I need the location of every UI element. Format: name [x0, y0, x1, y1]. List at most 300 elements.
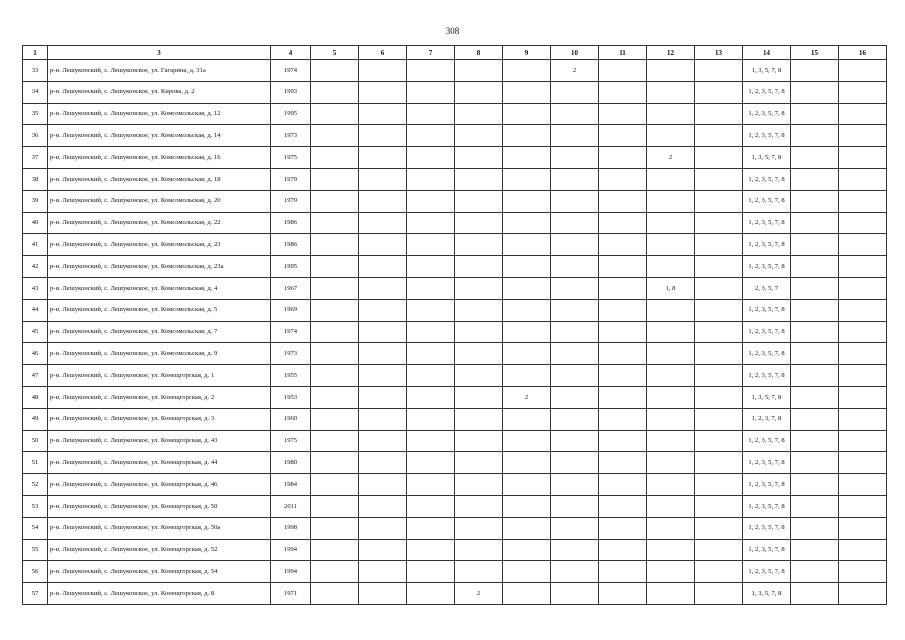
- cell-col-7: [407, 343, 455, 365]
- cell-col-6: [359, 190, 407, 212]
- cell-col-6: [359, 168, 407, 190]
- table-row: [23, 495, 887, 517]
- cell-col-11: [599, 561, 647, 583]
- cell-col-4: 1975: [271, 147, 311, 169]
- cell-col-5: [311, 452, 359, 474]
- cell-col-6: [359, 408, 407, 430]
- cell-col-5: [311, 299, 359, 321]
- cell-col-16: [839, 190, 887, 212]
- table-row: [23, 321, 887, 343]
- cell-col-7: [407, 103, 455, 125]
- cell-col-14: 1, 3, 5, 7, 8: [743, 60, 791, 82]
- cell-col-3: р-н. Лешуконский, с. Лешуконское, ул. Комсомольская, д. 4: [48, 277, 271, 299]
- cell-col-5: [311, 365, 359, 387]
- cell-col-3: р-н. Лешуконский, с. Лешуконское, ул. Конещгорская, д. 50: [48, 495, 271, 517]
- cell-col-3: р-н. Лешуконский, с. Лешуконское, ул. Конещгорская, д. 1: [48, 365, 271, 387]
- cell-col-1: 46: [23, 343, 48, 365]
- table-row: [23, 430, 887, 452]
- cell-col-14: 1, 2, 3, 5, 7, 8: [743, 125, 791, 147]
- cell-col-15: [791, 430, 839, 452]
- cell-col-4: 1955: [271, 365, 311, 387]
- cell-col-11: [599, 190, 647, 212]
- cell-col-7: [407, 147, 455, 169]
- cell-col-12: [647, 168, 695, 190]
- cell-col-3: р-н. Лешуконский, с. Лешуконское, ул. Комсомольская, д. 12: [48, 103, 271, 125]
- cell-col-3: р-н. Лешуконский, с. Лешуконское, ул. Комсомольская, д. 14: [48, 125, 271, 147]
- cell-col-11: [599, 495, 647, 517]
- cell-col-14: 1, 3, 5, 7, 8: [743, 583, 791, 605]
- column-header-16: 16: [839, 46, 887, 60]
- cell-col-6: [359, 561, 407, 583]
- cell-col-9: [503, 343, 551, 365]
- cell-col-12: [647, 365, 695, 387]
- cell-col-10: [551, 299, 599, 321]
- cell-col-3: р-н. Лешуконский, с. Лешуконское, ул. Комсомольская, д. 23: [48, 234, 271, 256]
- cell-col-6: [359, 495, 407, 517]
- cell-col-8: 2: [455, 583, 503, 605]
- cell-col-4: 1953: [271, 386, 311, 408]
- cell-col-16: [839, 277, 887, 299]
- cell-col-7: [407, 299, 455, 321]
- cell-col-3: р-н. Лешуконский, с. Лешуконское, ул. Комсомольская, д. 7: [48, 321, 271, 343]
- cell-col-11: [599, 343, 647, 365]
- cell-col-11: [599, 147, 647, 169]
- cell-col-4: 1995: [271, 256, 311, 278]
- cell-col-14: 1, 2, 3, 5, 7, 8: [743, 539, 791, 561]
- cell-col-9: [503, 125, 551, 147]
- cell-col-16: [839, 539, 887, 561]
- cell-col-13: [695, 561, 743, 583]
- cell-col-3: р-н. Лешуконский, с. Лешуконское, ул. Конещгорская, д. 44: [48, 452, 271, 474]
- cell-col-11: [599, 452, 647, 474]
- cell-col-8: [455, 343, 503, 365]
- cell-col-9: [503, 190, 551, 212]
- cell-col-9: [503, 474, 551, 496]
- cell-col-7: [407, 430, 455, 452]
- cell-col-9: [503, 168, 551, 190]
- cell-col-1: 40: [23, 212, 48, 234]
- cell-col-14: 1, 2, 3, 5, 7, 8: [743, 343, 791, 365]
- cell-col-11: [599, 234, 647, 256]
- cell-col-11: [599, 60, 647, 82]
- cell-col-6: [359, 539, 407, 561]
- cell-col-15: [791, 517, 839, 539]
- cell-col-9: [503, 234, 551, 256]
- cell-col-16: [839, 430, 887, 452]
- cell-col-10: [551, 386, 599, 408]
- cell-col-4: 1974: [271, 60, 311, 82]
- cell-col-5: [311, 168, 359, 190]
- cell-col-12: [647, 212, 695, 234]
- cell-col-3: р-н. Лешуконский, с. Лешуконское, ул. Комсомольская, д. 9: [48, 343, 271, 365]
- cell-col-1: 49: [23, 408, 48, 430]
- cell-col-10: [551, 408, 599, 430]
- cell-col-10: [551, 212, 599, 234]
- cell-col-6: [359, 299, 407, 321]
- cell-col-13: [695, 452, 743, 474]
- cell-col-11: [599, 103, 647, 125]
- cell-col-13: [695, 147, 743, 169]
- cell-col-16: [839, 408, 887, 430]
- column-header-7: 7: [407, 46, 455, 60]
- cell-col-11: [599, 277, 647, 299]
- table-row: [23, 365, 887, 387]
- cell-col-12: [647, 81, 695, 103]
- cell-col-8: [455, 277, 503, 299]
- cell-col-3: р-н. Лешуконский, с. Лешуконское, ул. Конещгорская, д. 8: [48, 583, 271, 605]
- cell-col-15: [791, 212, 839, 234]
- table-row: [23, 517, 887, 539]
- cell-col-3: р-н. Лешуконский, с. Лешуконское, ул. Комсомольская, д. 20: [48, 190, 271, 212]
- table-row: [23, 474, 887, 496]
- cell-col-14: 1, 2, 3, 5, 7, 8: [743, 168, 791, 190]
- cell-col-11: [599, 81, 647, 103]
- cell-col-16: [839, 583, 887, 605]
- cell-col-15: [791, 60, 839, 82]
- table-row: [23, 60, 887, 82]
- buildings-table: [22, 45, 887, 605]
- cell-col-8: [455, 386, 503, 408]
- cell-col-5: [311, 408, 359, 430]
- table-header-row: [23, 46, 887, 60]
- cell-col-8: [455, 561, 503, 583]
- cell-col-15: [791, 103, 839, 125]
- column-header-6: 6: [359, 46, 407, 60]
- cell-col-1: 47: [23, 365, 48, 387]
- cell-col-10: [551, 539, 599, 561]
- cell-col-11: [599, 408, 647, 430]
- cell-col-5: [311, 517, 359, 539]
- cell-col-7: [407, 256, 455, 278]
- cell-col-12: [647, 452, 695, 474]
- cell-col-6: [359, 474, 407, 496]
- cell-col-1: 57: [23, 583, 48, 605]
- cell-col-3: р-н. Лешуконский, с. Лешуконское, ул. Комсомольская, д. 18: [48, 168, 271, 190]
- cell-col-14: 1, 2, 3, 5, 7, 8: [743, 365, 791, 387]
- cell-col-16: [839, 299, 887, 321]
- cell-col-16: [839, 147, 887, 169]
- cell-col-5: [311, 495, 359, 517]
- cell-col-9: [503, 81, 551, 103]
- cell-col-9: [503, 277, 551, 299]
- cell-col-14: 1, 2, 3, 5, 7, 8: [743, 212, 791, 234]
- cell-col-16: [839, 517, 887, 539]
- cell-col-3: р-н. Лешуконский, с. Лешуконское, ул. Конещгорская, д. 43: [48, 430, 271, 452]
- cell-col-3: р-н. Лешуконский, с. Лешуконское, ул. Комсомольская, д. 5: [48, 299, 271, 321]
- cell-col-12: [647, 495, 695, 517]
- cell-col-16: [839, 81, 887, 103]
- cell-col-6: [359, 277, 407, 299]
- cell-col-16: [839, 365, 887, 387]
- cell-col-10: [551, 495, 599, 517]
- cell-col-5: [311, 430, 359, 452]
- cell-col-8: [455, 147, 503, 169]
- cell-col-7: [407, 539, 455, 561]
- cell-col-3: р-н. Лешуконский, с. Лешуконское, ул. Конещгорская, д. 2: [48, 386, 271, 408]
- cell-col-8: [455, 81, 503, 103]
- cell-col-15: [791, 474, 839, 496]
- cell-col-9: [503, 212, 551, 234]
- cell-col-14: 1, 3, 5, 7, 8: [743, 147, 791, 169]
- cell-col-9: [503, 583, 551, 605]
- table-row: [23, 190, 887, 212]
- cell-col-10: [551, 583, 599, 605]
- cell-col-13: [695, 539, 743, 561]
- cell-col-7: [407, 168, 455, 190]
- cell-col-1: 37: [23, 147, 48, 169]
- cell-col-16: [839, 386, 887, 408]
- cell-col-13: [695, 168, 743, 190]
- cell-col-4: 1994: [271, 539, 311, 561]
- cell-col-13: [695, 517, 743, 539]
- table-row: [23, 539, 887, 561]
- cell-col-14: 1, 2, 3, 5, 7, 8: [743, 299, 791, 321]
- cell-col-15: [791, 277, 839, 299]
- cell-col-8: [455, 299, 503, 321]
- cell-col-13: [695, 321, 743, 343]
- cell-col-7: [407, 452, 455, 474]
- cell-col-11: [599, 474, 647, 496]
- cell-col-6: [359, 365, 407, 387]
- cell-col-9: [503, 147, 551, 169]
- cell-col-14: 1, 2, 3, 5, 7, 8: [743, 234, 791, 256]
- cell-col-6: [359, 234, 407, 256]
- cell-col-13: [695, 386, 743, 408]
- cell-col-9: [503, 517, 551, 539]
- cell-col-15: [791, 495, 839, 517]
- cell-col-1: 39: [23, 190, 48, 212]
- cell-col-5: [311, 539, 359, 561]
- cell-col-14: 2, 3, 5, 7: [743, 277, 791, 299]
- cell-col-13: [695, 190, 743, 212]
- column-header-12: 12: [647, 46, 695, 60]
- cell-col-1: 45: [23, 321, 48, 343]
- cell-col-7: [407, 190, 455, 212]
- table-row: [23, 343, 887, 365]
- cell-col-11: [599, 386, 647, 408]
- cell-col-8: [455, 430, 503, 452]
- cell-col-12: [647, 561, 695, 583]
- cell-col-1: 34: [23, 81, 48, 103]
- column-header-1: 1: [23, 46, 48, 60]
- cell-col-5: [311, 190, 359, 212]
- cell-col-7: [407, 517, 455, 539]
- cell-col-10: [551, 256, 599, 278]
- cell-col-11: [599, 256, 647, 278]
- table-row: [23, 234, 887, 256]
- cell-col-5: [311, 277, 359, 299]
- cell-col-4: 1974: [271, 321, 311, 343]
- cell-col-5: [311, 60, 359, 82]
- cell-col-7: [407, 277, 455, 299]
- column-header-13: 13: [695, 46, 743, 60]
- cell-col-16: [839, 343, 887, 365]
- cell-col-16: [839, 474, 887, 496]
- cell-col-3: р-н. Лешуконский, с. Лешуконское, ул. Конещгорская, д. 52: [48, 539, 271, 561]
- cell-col-7: [407, 583, 455, 605]
- cell-col-7: [407, 60, 455, 82]
- table-row: [23, 103, 887, 125]
- table-row: [23, 168, 887, 190]
- cell-col-4: 1984: [271, 474, 311, 496]
- cell-col-13: [695, 343, 743, 365]
- cell-col-9: [503, 60, 551, 82]
- cell-col-9: [503, 495, 551, 517]
- cell-col-16: [839, 495, 887, 517]
- cell-col-16: [839, 452, 887, 474]
- cell-col-4: 1995: [271, 103, 311, 125]
- table-row: [23, 147, 887, 169]
- cell-col-9: [503, 299, 551, 321]
- cell-col-11: [599, 583, 647, 605]
- cell-col-5: [311, 212, 359, 234]
- cell-col-7: [407, 125, 455, 147]
- cell-col-10: 2: [551, 60, 599, 82]
- cell-col-7: [407, 234, 455, 256]
- table-row: [23, 583, 887, 605]
- cell-col-8: [455, 190, 503, 212]
- cell-col-10: [551, 343, 599, 365]
- cell-col-5: [311, 583, 359, 605]
- cell-col-4: 1980: [271, 452, 311, 474]
- cell-col-7: [407, 495, 455, 517]
- cell-col-11: [599, 168, 647, 190]
- cell-col-1: 43: [23, 277, 48, 299]
- cell-col-8: [455, 60, 503, 82]
- column-header-5: 5: [311, 46, 359, 60]
- cell-col-10: [551, 103, 599, 125]
- cell-col-16: [839, 256, 887, 278]
- cell-col-1: 41: [23, 234, 48, 256]
- cell-col-3: р-н. Лешуконский, с. Лешуконское, ул. Конещгорская, д. 50а: [48, 517, 271, 539]
- cell-col-8: [455, 365, 503, 387]
- cell-col-12: [647, 430, 695, 452]
- cell-col-7: [407, 408, 455, 430]
- cell-col-14: 1, 2, 3, 5, 7, 8: [743, 103, 791, 125]
- cell-col-12: [647, 190, 695, 212]
- cell-col-4: 1967: [271, 277, 311, 299]
- cell-col-13: [695, 365, 743, 387]
- cell-col-10: [551, 147, 599, 169]
- cell-col-15: [791, 147, 839, 169]
- cell-col-6: [359, 517, 407, 539]
- cell-col-1: 52: [23, 474, 48, 496]
- column-header-11: 11: [599, 46, 647, 60]
- cell-col-11: [599, 539, 647, 561]
- cell-col-11: [599, 125, 647, 147]
- cell-col-14: 1, 2, 3, 7, 8: [743, 408, 791, 430]
- table-row: [23, 212, 887, 234]
- cell-col-10: [551, 168, 599, 190]
- cell-col-15: [791, 321, 839, 343]
- cell-col-11: [599, 299, 647, 321]
- cell-col-6: [359, 321, 407, 343]
- cell-col-16: [839, 561, 887, 583]
- cell-col-8: [455, 517, 503, 539]
- cell-col-8: [455, 495, 503, 517]
- cell-col-6: [359, 212, 407, 234]
- cell-col-4: 1969: [271, 299, 311, 321]
- cell-col-16: [839, 60, 887, 82]
- cell-col-9: [503, 452, 551, 474]
- cell-col-15: [791, 561, 839, 583]
- cell-col-16: [839, 168, 887, 190]
- cell-col-15: [791, 365, 839, 387]
- cell-col-15: [791, 168, 839, 190]
- cell-col-14: 1, 2, 3, 5, 7, 8: [743, 517, 791, 539]
- cell-col-10: [551, 561, 599, 583]
- cell-col-8: [455, 452, 503, 474]
- cell-col-13: [695, 495, 743, 517]
- cell-col-1: 51: [23, 452, 48, 474]
- cell-col-6: [359, 60, 407, 82]
- cell-col-6: [359, 386, 407, 408]
- cell-col-13: [695, 474, 743, 496]
- cell-col-9: [503, 103, 551, 125]
- cell-col-11: [599, 517, 647, 539]
- cell-col-13: [695, 103, 743, 125]
- cell-col-15: [791, 408, 839, 430]
- cell-col-6: [359, 452, 407, 474]
- table-row: [23, 452, 887, 474]
- cell-col-12: [647, 408, 695, 430]
- cell-col-8: [455, 212, 503, 234]
- cell-col-14: 1, 2, 3, 5, 7, 8: [743, 321, 791, 343]
- cell-col-9: [503, 539, 551, 561]
- cell-col-3: р-н. Лешуконский, с. Лешуконское, ул. Кирова, д. 2: [48, 81, 271, 103]
- cell-col-4: 1960: [271, 408, 311, 430]
- cell-col-3: р-н. Лешуконский, с. Лешуконское, ул. Комсомольская, д. 22: [48, 212, 271, 234]
- cell-col-10: [551, 452, 599, 474]
- table-row: [23, 277, 887, 299]
- cell-col-11: [599, 321, 647, 343]
- cell-col-4: 1973: [271, 343, 311, 365]
- cell-col-14: 1, 2, 3, 5, 7, 8: [743, 495, 791, 517]
- cell-col-16: [839, 103, 887, 125]
- cell-col-9: [503, 365, 551, 387]
- cell-col-14: 1, 2, 3, 5, 7, 8: [743, 81, 791, 103]
- cell-col-10: [551, 125, 599, 147]
- cell-col-4: 1975: [271, 430, 311, 452]
- cell-col-4: 1994: [271, 561, 311, 583]
- cell-col-1: 50: [23, 430, 48, 452]
- cell-col-10: [551, 430, 599, 452]
- cell-col-3: р-н. Лешуконский, с. Лешуконское, ул. Конещгорская, д. 46: [48, 474, 271, 496]
- cell-col-1: 36: [23, 125, 48, 147]
- cell-col-13: [695, 234, 743, 256]
- cell-col-12: 2: [647, 147, 695, 169]
- cell-col-1: 54: [23, 517, 48, 539]
- cell-col-5: [311, 343, 359, 365]
- cell-col-14: 1, 2, 3, 5, 7, 8: [743, 561, 791, 583]
- cell-col-8: [455, 125, 503, 147]
- cell-col-8: [455, 256, 503, 278]
- cell-col-1: 55: [23, 539, 48, 561]
- cell-col-12: [647, 539, 695, 561]
- cell-col-12: [647, 583, 695, 605]
- column-header-9: 9: [503, 46, 551, 60]
- cell-col-12: [647, 299, 695, 321]
- cell-col-5: [311, 81, 359, 103]
- cell-col-10: [551, 81, 599, 103]
- cell-col-5: [311, 125, 359, 147]
- cell-col-12: 1, 8: [647, 277, 695, 299]
- page-number: 308: [445, 26, 460, 36]
- cell-col-15: [791, 343, 839, 365]
- cell-col-6: [359, 125, 407, 147]
- cell-col-15: [791, 452, 839, 474]
- cell-col-4: 1998: [271, 517, 311, 539]
